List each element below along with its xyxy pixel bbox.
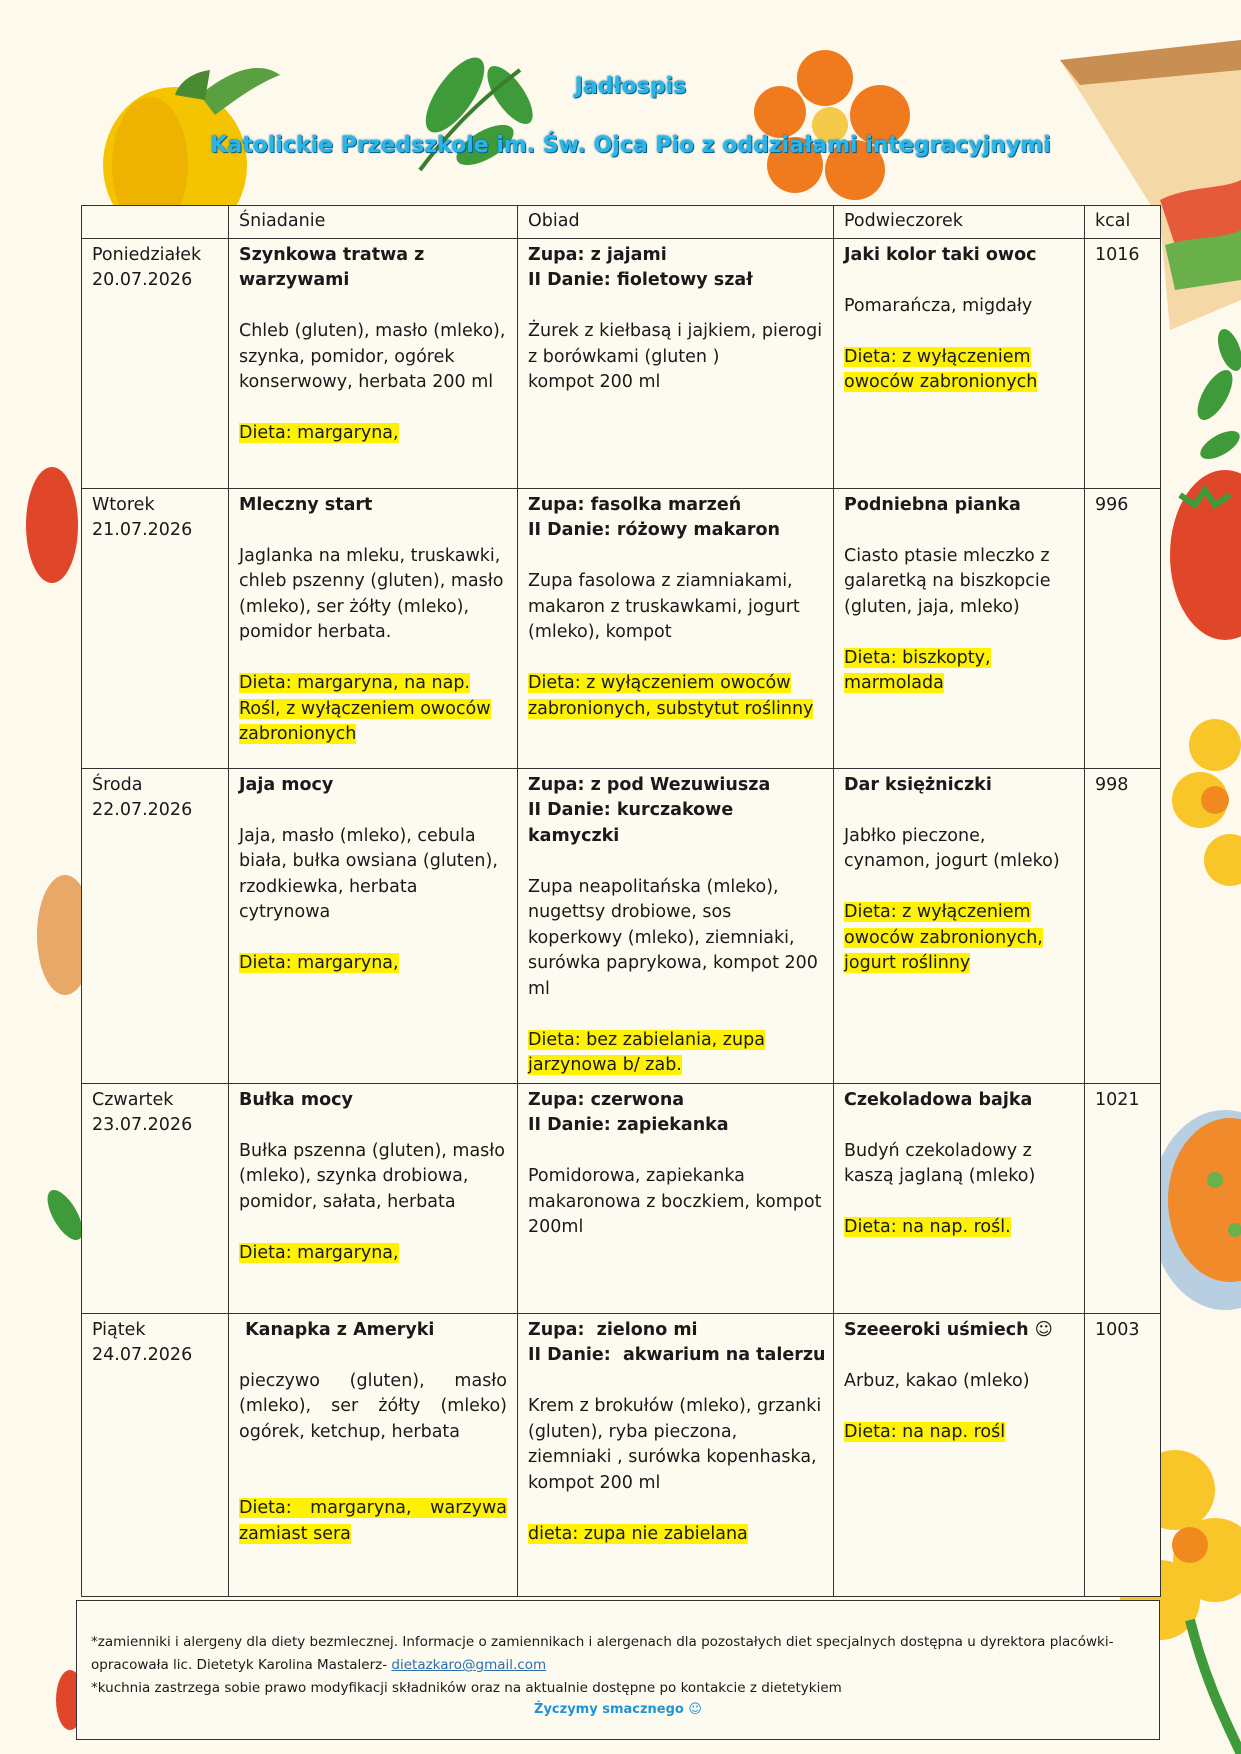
page-subtitle: Katolickie Przedszkole im. Św. Ojca Pio z oddziałami integracyjnymi [210, 133, 1051, 158]
snack-desc: Jabłko pieczone, cynamon, jogurt (mleko) [844, 825, 1060, 871]
tomato-illustration [26, 467, 78, 583]
day-date: 20.07.2026 [92, 270, 193, 290]
breakfast-title: Mleczny start [239, 494, 373, 515]
footer-notes [76, 1600, 1160, 1740]
lunch-desc: Zupa neapolitańska (mleko), nugettsy drobiowe, sos koperkowy (mleko), ziemniaki, surówka paprykowa, kompot 200 ml [528, 876, 818, 999]
table-row [82, 768, 1161, 1083]
lunch-soup: Zupa: z jajami [528, 244, 667, 265]
diet-note: Dieta: margaryna, [239, 1242, 399, 1263]
snack-cell [834, 238, 1085, 488]
lunch-main: II Danie: kurczakowe kamyczki [528, 800, 734, 846]
day-name: Czwartek [92, 1089, 174, 1110]
day-cell [82, 768, 229, 1083]
diet-note: Dieta: z wyłączeniem owoców zabronionych, jogurt roślinny [844, 902, 1043, 973]
breakfast-desc: Bułka pszenna (gluten), masło (mleko), szynka drobiowa, pomidor, sałata, herbata [239, 1140, 505, 1212]
table-row [82, 1313, 1161, 1596]
snack-cell [834, 768, 1085, 1083]
lunch-desc-2: kompot 200 ml [528, 372, 661, 392]
day-name: Wtorek [92, 494, 155, 515]
leaf-illustration [1190, 1620, 1241, 1754]
lunch-desc: Pomidorowa, zapiekanka makaronowa z boczkiem, kompot 200ml [528, 1166, 822, 1237]
column-header-snack: Podwieczorek [834, 206, 1085, 239]
dietitian-email-link[interactable]: dietazkaro@gmail.com [391, 1657, 547, 1673]
snack-desc: Ciasto ptasie mleczko z galaretką na biszkopcie (gluten, jaja, mleko) [844, 545, 1051, 617]
day-date: 23.07.2026 [92, 1115, 193, 1135]
leaf-illustration [1191, 326, 1241, 465]
kcal-cell: 1021 [1085, 1083, 1161, 1313]
lunch-cell [518, 1313, 834, 1596]
lunch-cell [518, 768, 834, 1083]
lunch-cell [518, 238, 834, 488]
day-date: 21.07.2026 [92, 520, 193, 540]
snack-title: Dar księżniczki [844, 774, 992, 795]
column-header-day [82, 206, 229, 239]
day-cell [82, 1313, 229, 1596]
lunch-soup: Zupa: czerwona [528, 1089, 685, 1110]
breakfast-title: Bułka mocy [239, 1089, 353, 1110]
snack-cell [834, 488, 1085, 768]
day-name: Środa [92, 774, 143, 795]
diet-note: Dieta: margaryna, na nap. Rośl, z wyłączeniem owoców zabronionych [239, 673, 491, 744]
diet-note: Dieta: na nap. rośl [844, 1421, 1006, 1442]
table-row [82, 1083, 1161, 1313]
column-header-kcal: kcal [1085, 206, 1161, 239]
menu-table [81, 205, 1161, 1597]
breakfast-cell [229, 488, 518, 768]
lunch-soup: Zupa: fasolka marzeń [528, 494, 742, 515]
table-row [82, 238, 1161, 488]
snack-desc: Arbuz, kakao (mleko) [844, 1370, 1030, 1391]
table-row [82, 488, 1161, 768]
column-header-lunch: Obiad [518, 206, 834, 239]
day-cell [82, 238, 229, 488]
breakfast-title: Kanapka z Ameryki [239, 1319, 435, 1340]
diet-note: dieta: zupa nie zabielana [528, 1523, 748, 1544]
footer-note-allergens: *zamienniki i alergeny dla diety bezmlecznej. Informacje o zamiennikach i alergenach dla pozostałych diet specjalnych dostępna u dyrektora placówki- opracowała lic. Dietetyk Karolina Mastalerz- dietazkaro@gmail.com [91, 1634, 1114, 1673]
snack-title: Jaki kolor taki owoc [844, 244, 1037, 265]
lunch-cell [518, 488, 834, 768]
soup-bowl-illustration [1150, 1110, 1241, 1310]
lunch-soup: Zupa: z pod Wezuwiusza [528, 774, 771, 795]
diet-note: Dieta: bez zabielania, zupa jarzynowa b/ zab. [528, 1029, 765, 1075]
lunch-desc: Krem z brokułów (mleko), grzanki (gluten), ryba pieczona, ziemniaki , surówka kopenhaska, kompot 200 ml [528, 1396, 822, 1493]
breakfast-cell [229, 238, 518, 488]
diet-note: Dieta: margaryna, warzywa zamiast sera [239, 1498, 507, 1544]
snack-desc: Budyń czekoladowy z kaszą jaglaną (mleko) [844, 1140, 1036, 1186]
footer-note-kitchen: *kuchnia zastrzega sobie prawo modyfikacji składników oraz na aktualnie dostępne po kontakcie z dietetykiem [91, 1680, 842, 1696]
breakfast-desc: Jaglanka na mleku, truskawki, chleb pszenny (gluten), masło (mleko), ser żółty (mleko), pomidor herbata. [239, 545, 504, 642]
lunch-cell [518, 1083, 834, 1313]
diet-note: Dieta: margaryna, [239, 423, 399, 443]
breakfast-cell [229, 768, 518, 1083]
breakfast-cell [229, 1083, 518, 1313]
day-date: 22.07.2026 [92, 800, 193, 820]
column-header-breakfast: Śniadanie [229, 206, 518, 239]
diet-note: Dieta: margaryna, [239, 953, 399, 973]
lunch-main: II Danie: akwarium na talerzu [528, 1345, 826, 1365]
breakfast-title: Jaja mocy [239, 774, 334, 795]
diet-note: Dieta: z wyłączeniem owoców zabronionych [844, 346, 1038, 392]
diet-note: Dieta: na nap. rośl. [844, 1217, 1011, 1237]
kcal-cell: 1003 [1085, 1313, 1161, 1596]
day-cell [82, 1083, 229, 1313]
lunch-main: II Danie: różowy makaron [528, 520, 780, 540]
snack-desc: Pomarańcza, migdały [844, 295, 1033, 316]
tomato-illustration [1170, 470, 1241, 640]
lunch-desc: Zupa fasolowa z ziamniakami, makaron z truskawkami, jogurt (mleko), kompot [528, 571, 800, 642]
day-name: Piątek [92, 1319, 146, 1340]
snack-title: Szeeeroki uśmiech ☺ [844, 1319, 1053, 1340]
breakfast-title: Szynkowa tratwa z warzywami [239, 244, 425, 290]
snack-cell [834, 1313, 1085, 1596]
breakfast-desc: Chleb (gluten), masło (mleko), szynka, pomidor, ogórek konserwowy, herbata 200 ml [239, 321, 506, 392]
kcal-cell: 1016 [1085, 238, 1161, 488]
lunch-desc: Żurek z kiełbasą i jajkiem, pierogi z borówkami (gluten ) [528, 321, 823, 367]
bon-appetit-text: Życzymy smacznego ☺ [534, 1702, 702, 1717]
day-name: Poniedziałek [92, 244, 202, 265]
day-date: 24.07.2026 [92, 1345, 193, 1365]
breakfast-desc: Jaja, masło (mleko), cebula biała, bułka owsiana (gluten), rzodkiewka, herbata cytrynowa [239, 825, 498, 922]
day-cell [82, 488, 229, 768]
diet-note: Dieta: biszkopty, marmolada [844, 647, 991, 693]
lunch-soup: Zupa: zielono mi [528, 1319, 698, 1340]
lunch-main: II Danie: zapiekanka [528, 1115, 729, 1135]
table-header-row [82, 206, 1161, 239]
breakfast-cell [229, 1313, 518, 1596]
snack-title: Podniebna pianka [844, 494, 1021, 515]
snack-title: Czekoladowa bajka [844, 1089, 1033, 1110]
page-title: Jadłospis [574, 74, 687, 99]
lunch-main: II Danie: fioletowy szał [528, 270, 753, 290]
snack-cell [834, 1083, 1085, 1313]
flower-illustration [754, 50, 910, 200]
flower-illustration [1172, 719, 1241, 886]
kcal-cell: 998 [1085, 768, 1161, 1083]
breakfast-desc: pieczywo (gluten), masło (mleko), ser żółty (mleko) ogórek, ketchup, herbata [239, 1370, 507, 1442]
kcal-cell: 996 [1085, 488, 1161, 768]
diet-note: Dieta: z wyłączeniem owoców zabronionych, substytut roślinny [528, 673, 814, 719]
